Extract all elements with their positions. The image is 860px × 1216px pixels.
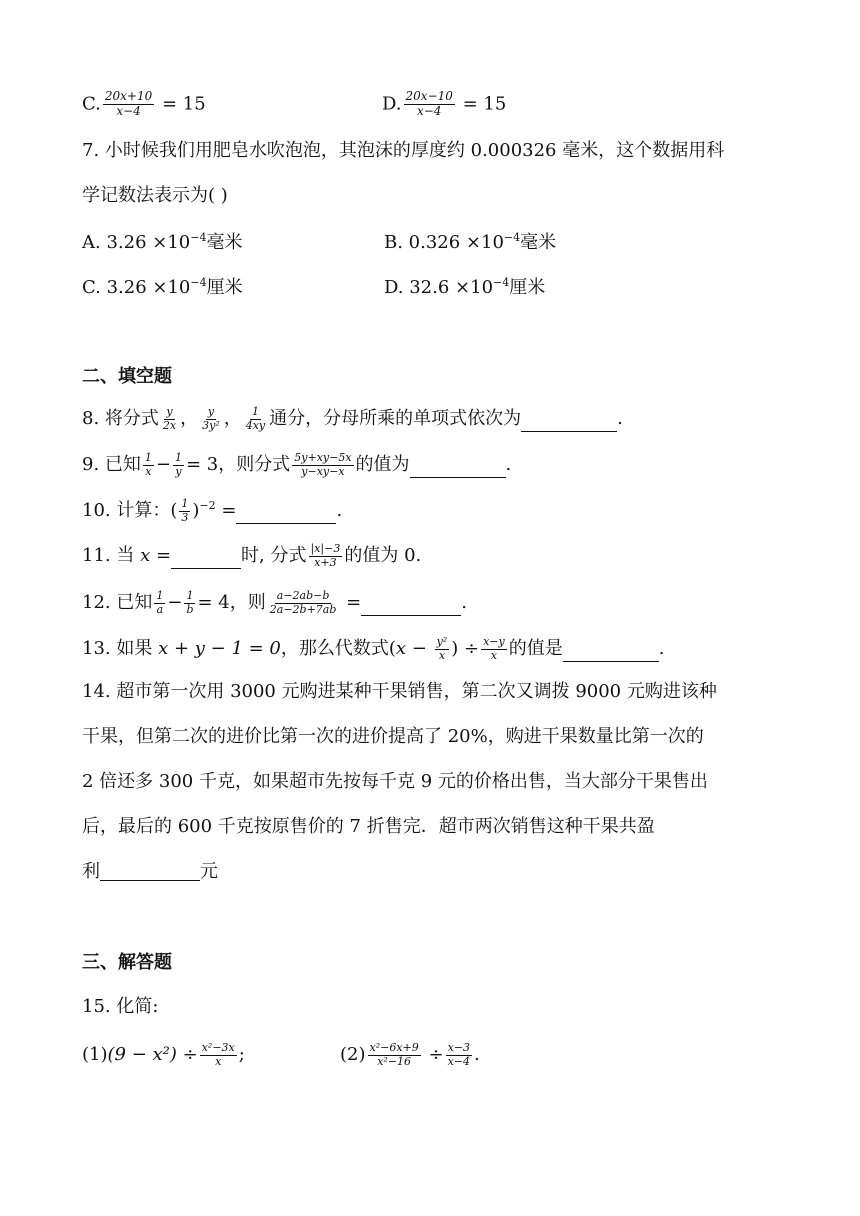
q6-option-d: D. $\frac{20x-10}{x-4}$ = 15 — [382, 89, 507, 118]
q14-line5: 利 元 — [82, 861, 218, 882]
q12: 12. 已知 $\frac{1}{a}$ − $\frac{1}{b}$ = 4，则 $\frac{a-2ab-b}{2a-2b+7ab}$ = . — [82, 589, 467, 616]
q8-answer-blank[interactable] — [521, 413, 617, 432]
q14-line1: 14. 超市第一次用 3000 元购进某种干果销售，第二次又调拨 9000 元购进该种 — [82, 681, 717, 702]
q7-option-c: C. $3.26 \times 10^{-4}$厘米 — [82, 276, 243, 298]
q11-answer-blank[interactable] — [171, 550, 241, 569]
q9-answer-blank[interactable] — [410, 459, 506, 478]
q7-stem-line2: 学记数法表示为( ) — [82, 185, 228, 206]
q7-stem-line1: 7. 小时候我们用肥皂水吹泡泡，其泡沫的厚度约 0.000326 毫米，这个数据用科 — [82, 140, 725, 161]
q15-title: 15. 化简: — [82, 996, 159, 1017]
q6-option-c: C. $\frac{20x+10}{x-4}$ = 15 — [82, 89, 206, 118]
q9: 9. 已知 $\frac{1}{x}$ − $\frac{1}{y}$ = 3，则分式 $\frac{5y+xy-5x}{y-xy-x}$ 的值为 . — [82, 451, 512, 478]
q10: 10. 计算：( $\frac{1}{3}$ )$^{-2}$ = . — [82, 497, 343, 524]
q7-option-b: B. $0.326 \times 10^{-4}$毫米 — [384, 231, 557, 253]
q14-line3: 2 倍还多 300 千克，如果超市先按每千克 9 元的价格出售，当大部分干果售出 — [82, 771, 708, 792]
q14-line2: 干果，但第二次的进价比第一次的进价提高了 20%，购进干果数量比第一次的 — [82, 726, 704, 747]
q13-answer-blank[interactable] — [563, 643, 659, 662]
q14-answer-blank[interactable] — [100, 862, 200, 881]
section-heading-fill-in: 二、填空题 — [82, 366, 172, 387]
q8: 8. 将分式 $\frac{y}{2x}$ ， $\frac{y}{\text{3y²}}$ ， $\frac{1}{4xy}$ 通分，分母所乘的单项式依次为 . — [82, 405, 623, 432]
q7-option-d: D. $32.6 \times 10^{-4}$厘米 — [384, 276, 546, 298]
q12-answer-blank[interactable] — [361, 597, 461, 616]
q7-option-a: A. $3.26 \times 10^{-4}$毫米 — [82, 231, 243, 253]
q10-answer-blank[interactable] — [236, 505, 336, 524]
q15-part1: (1)(9 − x²) ÷ $\frac{\text{x²−3x}}{x}$ ; — [82, 1041, 245, 1068]
q13: 13. 如果 x + y − 1 = 0，那么代数式(x − $\frac{\text{y²}}{x}$ ) ÷ $\frac{x-y}{x}$ 的值是 . — [82, 635, 665, 662]
q11: 11. 当 x = 时, 分式 $\frac{|x|-3}{x+3}$ 的值为 0. — [82, 542, 422, 569]
section-heading-solve: 三、解答题 — [82, 952, 172, 973]
q15-part2: (2) $\frac{\text{x²−6x+9}}{\text{x²−16}}$ ÷ $\frac{x-3}{x-4}$ . — [340, 1041, 480, 1068]
q14-line4: 后，最后的 600 千克按原售价的 7 折售完．超市两次销售这种干果共盈 — [82, 816, 655, 837]
